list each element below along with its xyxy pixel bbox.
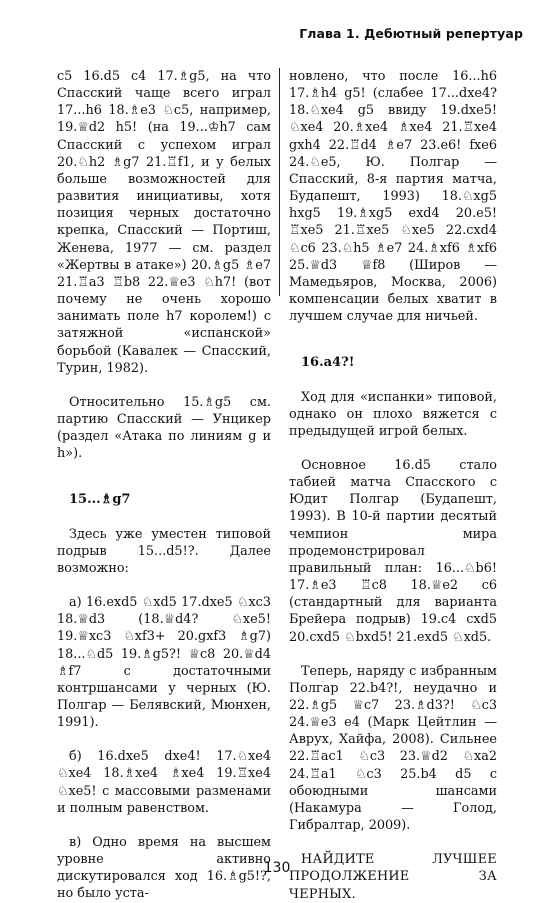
right-paragraph-3: Ход для «испанки» типовой, однако он плохо вяжется с предыдущей игрой белых. [289,389,497,439]
left-paragraph-2: Относительно 15.♗g5 см. партию Спасский — Унцикер (раздел «Атака по линиям g и h»). [57,394,271,462]
variation-v: в) Одно время на высшем уровне активно дискутировался ход 16.♗g5!?, но было уста- [57,834,271,902]
page-number: 130 [263,860,291,876]
right-paragraph-4: Основное 16.d5 стало табией матча Спасского с Юдит Полгар (Будапешт, 1993). В 10-й партии десятый чемпион мира продемонстрировал правильный план: 16...♘b6! 17.♗e3 ♖c8 18.♕e2 c6 (стандартный для варианта Брейера подрыв) 19.c4 cxd5 20.cxd5 ♘bxd5! 21.exd5 ♘xd5. [289,457,497,645]
exercise-prompt: НАЙДИТЕ ЛУЧШЕЕ ПРОДОЛЖЕНИЕ ЗА ЧЕРНЫХ. [289,852,497,902]
running-header: Глава 1. Дебютный репертуар [299,26,523,41]
right-column [289,68,497,903]
right-paragraph-1: новлено, что после 16...h6 17.♗h4 g5! (слабее 17...dxe4? 18.♘xe4 g5 ввиду 19.dxe5! ♘xe4 20.♗xe4 ♗xe4 21.♖xe4 gxh4 22.♖d4 ♗e7 23.e6! fxe6 24.♘e5, Ю. Полгар — Спасский, 8-я партия матча, Будапешт, 1993) 18.♘xg5 hxg5 19.♗xg5 exd4 20.e5! ♖xe5 21.♖xe5 ♘xe5 22.cxd4 ♘c6 23.♘h5 ♗e7 24.♗xf6 ♗xf6 25.♕d3 ♕f8 (Широв — Мамедьяров, Москва, 2006) компенсации белых хватит в лучшем случае для ничьей. [289,69,497,325]
move-heading-15-bg7: 15...♗g7 [69,492,131,508]
left-column [57,68,271,903]
move-heading-16-a4: 16.a4?! [301,355,355,371]
variation-b: б) 16.dxe5 dxe4! 17.♘xe4 ♘xe4 18.♗xe4 ♗xe4 19.♖xe4 ♘xe5! с массовыми разменами и полным равенством. [57,749,271,816]
right-paragraph-5: Теперь, наряду с избранным Полгар 22.b4?!, неудачно и 22.♗g5 ♕c7 23.♗d3?! ♘c3 24.♕e3 e4 (Марк Цейтлин — Аврух, Хайфа, 2008). Сильнее 22.♖ac1 ♘c3 23.♕d2 ♘xa2 24.♖a1 ♘c3 25.b4 d5 с обоюдными шансами (Накамура — Голод, Гибралтар, 2009). [289,663,497,834]
variation-a: а) 16.exd5 ♘xd5 17.dxe5 ♘xc3 18.♕d3 (18.♕d4? ♘xe5! 19.♕xc3 ♘xf3+ 20.gxf3 ♗g7) 18...♘d5 19.♗g5?! ♕c8 20.♕d4 ♗f7 с достаточными контршансами у черных (Ю. Полгар — Белявский, Мюнхен, 1991). [57,595,271,731]
column-side-bar [279,68,280,296]
left-paragraph-1: c5 16.d5 c4 17.♗g5, на что Спасский чаще всего играл 17...h6 18.♗e3 ♘c5, например, 19.♕d2 h5! (на 19...♔h7 сам Спасский с успехом играл 20.♘h2 ♗g7 21.♖f1, и у белых больше возможностей для развития инициативы, хотя позиция черных достаточно крепка, Спасский — Портиш, Женева, 1977 — см. раздел «Жертвы в атаке») 20.♗g5 ♗e7 21.♖a3 ♖b8 22.♕e3 ♘h7! (вот почему не очень хорошо занимать поле h7 королем!) с затяжной «испанской» борьбой (Кавалек — Спасский, Турин, 1982). [57,69,271,376]
left-paragraph-4: Здесь уже уместен типовой подрыв 15...d5!?. Далее возможно: [57,526,271,576]
